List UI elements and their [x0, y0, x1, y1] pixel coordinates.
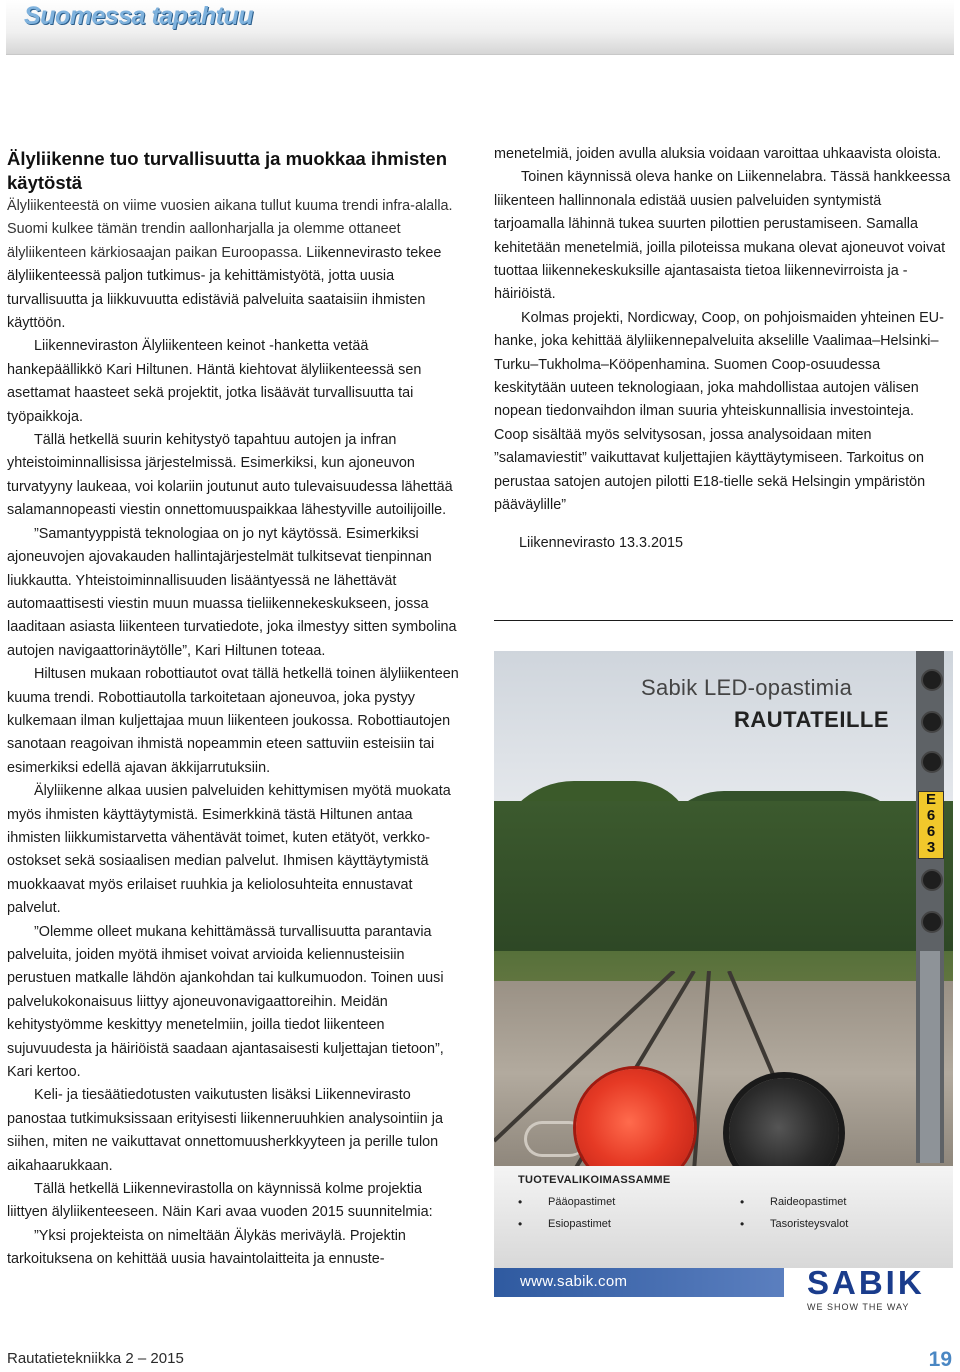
product-item: • Raideopastimet	[770, 1196, 846, 1208]
body-paragraph: Tällä hetkellä suurin kehitystyö tapahtuu autojen ja infran yhteistoiminnallisissa järjestelmissä. Esimerkiksi, kun ajoneuvon turvatyyny laukeaa, voi kolariin joutunut auto tulevaisuudessa lähettää salamannopeasti viestin onnettomuuspaikkaa lähestyville autoilijoille.	[7, 432, 453, 519]
ad-forest	[494, 801, 953, 971]
signal-sign-e663	[918, 791, 944, 859]
article-lead: Älyliikenteestä on viime vuosien aikana tullut kuuma trendi infra-alalla. Suomi kulkee tämän trendin aallonharjalla ja olemme ottaneet älyliikenteen kärkiosaajan paikan Euroopassa.	[7, 198, 453, 261]
body-paragraph-continued: menetelmiä, joiden avulla aluksia voidaan varoittaa uhkaavista oloista.	[494, 146, 942, 162]
product-item: • Pääopastimet	[548, 1196, 615, 1208]
publication-folio: Rautatietekniikka 2 – 2015	[7, 1350, 184, 1367]
article-lead-tail: Liikennevirasto tekee älyliikenteessä paljon tutkimus- ja kehittämistyötä, jotta uusia turvallisuutta ja liikkuvuutta edistäviä palveluita saataisiin ihmisten käyttöön.	[7, 244, 442, 332]
ad-url-bar	[494, 1268, 784, 1297]
article-source: Liikennevirasto 13.3.2015	[519, 534, 684, 551]
body-paragraph: ”Olemme olleet mukana kehittämässä turvallisuutta parantavia palveluita, joiden myötä ihmiset voivat arvioida keliennusteisiin perustuen matkalle lähdön ajankohdan tai kulkumuodon. Toinen uusi palvelukokonaisuus liittyy ajoneuvonavigaattoreihin. Meidän kehitystyömme keskittyy menetelmiin, joilla tiedot liikenteen sujuvuudesta ja häiriöistä saadaan ajantasaisesti kuljettajan tietoon”, Kari kertoo.	[7, 923, 444, 1081]
column-divider-rule	[494, 620, 953, 621]
signal-lamp-icon	[921, 911, 943, 933]
article-left-column	[7, 147, 465, 1272]
signal-lamp-icon	[921, 669, 943, 691]
body-paragraph: Älyliikenne alkaa uusien palveluiden kehittymisen myötä muokata myös ihmisten käyttäytymistä. Esimerkkinä tästä Hiltunen antaa ihmisten liikkumistarvetta vähentävät toimet, kuten etätyöt, verkko-ostokset sekä sosiaalisen median palvelut. Ihmisen käyttäytymistä muokkaavat myös erilaiset ruuhkia ja keliolosuhteita ennustavat palvelut.	[7, 783, 451, 917]
signal-lamp-icon	[921, 711, 943, 733]
body-paragraph: Hiltusen mukaan robottiautot ovat tällä hetkellä toinen älyliikenteen kuuma trendi. Robottiautolla tarkoitetaan ajoneuvoa, joka pystyy kulkemaan ilman kuljettajaa muun liikenteen joukossa. Robottiautojen sanotaan reagoivan ihmistä nopeammin eteen sattuviin esteisiin tai esimerkiksi edellä ajavan äkkijarrutuksiin.	[7, 666, 459, 776]
signal-sign-text: E 6 6 3	[925, 791, 936, 856]
article-lead-paragraph	[7, 195, 465, 335]
product-item: • Tasoristeysvalot	[770, 1218, 848, 1230]
body-paragraph: ”Yksi projekteista on nimeltään Älykäs meriväylä. Projektin tarkoituksena on kehittää uusia havaintolaitteita ja ennuste-	[7, 1227, 406, 1268]
ad-subheadline: RAUTATEILLE	[734, 707, 889, 732]
body-paragraph: Tällä hetkellä Liikennevirastolla on käynnissä kolme projektia liittyen älyliikenteeseen. Näin Kari avaa vuoden 2015 suunnitelmia:	[7, 1181, 433, 1221]
ad-url-link[interactable]: www.sabik.com	[520, 1273, 628, 1290]
products-heading: TUOTEVALIKOIMASSAMME	[518, 1174, 671, 1186]
section-title: Suomessa tapahtuu	[24, 2, 254, 30]
sabik-logo: SABIK	[807, 1264, 925, 1297]
body-paragraph: ”Samantyyppistä teknologiaa on jo nyt käytössä. Esimerkiksi ajoneuvojen ajovakauden hallintajärjestelmät tulkitsevat tienpinnan liukkautta. Yhteistoiminnallisuuden lisääntyessä ne lähettävät automaattisesti viestin muun muassa tieliikennekeskukseen, jossa laaditaan asiasta liikenteen turvatiedote, joka ilmestyy sitten symbolina autojen navigaattorinäytölle”, Kari Hiltunen toteaa.	[7, 525, 457, 659]
body-paragraph: Liikenneviraston Älyliikenteen keinot -hanketta vetää hankepäällikkö Kari Hiltunen. Häntä kiehtovat älyliikenteessä sen asettamat haasteet sekä projektit, jotka lisäävät turvallisuutta tai työpaikkoja.	[7, 338, 422, 425]
article-right-column	[494, 143, 952, 555]
signal-lamp-icon	[921, 751, 943, 773]
product-item: • Esiopastimet	[548, 1218, 611, 1230]
article-headline: Älyliikenne tuo turvallisuutta ja muokkaa ihmisten käytöstä	[7, 148, 447, 193]
ad-product-list	[494, 1166, 953, 1268]
sabik-tagline: WE SHOW THE WAY	[807, 1302, 910, 1312]
page-number: 19	[928, 1348, 952, 1371]
signal-mast	[920, 951, 940, 1163]
body-paragraph: Kolmas projekti, Nordicway, Coop, on pohjoismaiden yhteinen EU-hanke, joka kehittää älyliikennepalveluita akselille Vaalimaa–Helsinki–Turku–Tukholma–Kööpenhamina. Suomen Coop-osuudessa keskitytään uuteen teknologiaan, joka mahdollistaa autojen välisen nopean tiedonvaihdon ilman suuria yhteiskunnallisia investointeja. Coop sisältää myös selvitysosan, jossa analysoidaan miten ”salamaviestit” vaikuttavat kuljettajien käyttäytymiseen. Tarkoitus on perustaa satojen autojen pilotti E18-tielle sekä Helsingin ympäristön pääväylille”	[494, 309, 944, 514]
body-paragraph: Keli- ja tiesäätiedotusten vaikutusten lisäksi Liikennevirasto panostaa tutkimuksissaan erityisesti liikenneruuhkien analysointiin ja siihen, miten ne vaikuttavat onnettomuusherkkyyteen ja perille tulon aikahaarukkaan.	[7, 1087, 443, 1174]
body-paragraph: Toinen käynnissä oleva hanke on Liikennelabra. Tässä hankkeessa liikenteen hallinnonala edistää uusien palveluiden syntymistä tarjoamalla lähinnä tukea suurten pilottien perustamiseen. Samalla kehitetään menetelmiä, joilla piloteissa mukana olevat ajoneuvot voivat tuottaa liikennekeskuksille ajantasaista tietoa liikennevirroista ja -häiriöistä.	[494, 169, 951, 303]
sabik-advertisement	[494, 651, 953, 1297]
section-header	[6, 0, 954, 55]
signal-lamp-icon	[921, 869, 943, 891]
ad-headline: Sabik LED-opastimia	[641, 675, 853, 700]
